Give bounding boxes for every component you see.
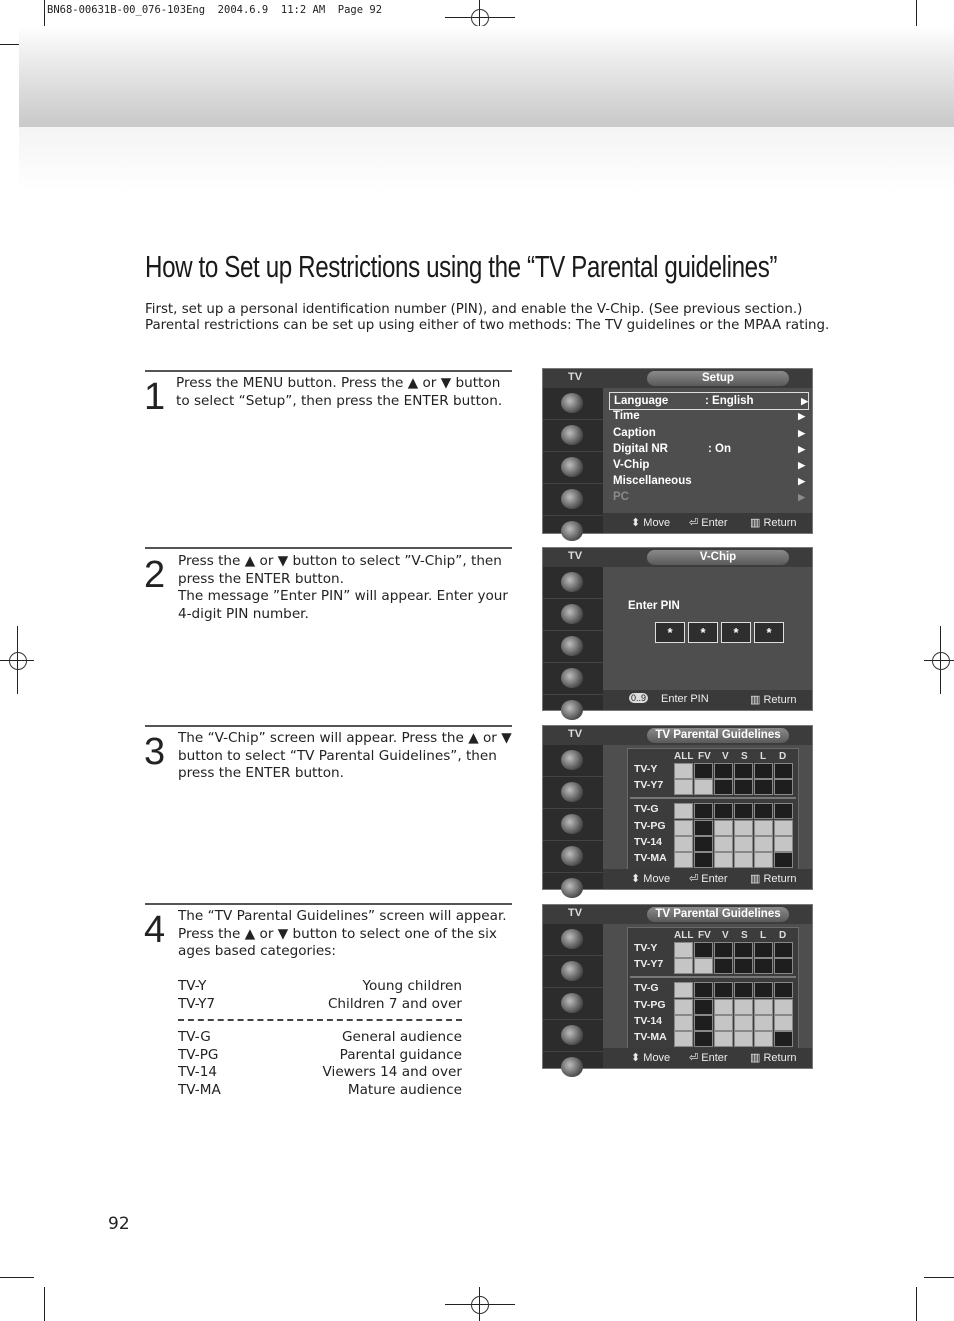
- channel-icon: [543, 841, 603, 873]
- rating-lock-cell[interactable]: [714, 779, 733, 795]
- move-hint: ⬍ Move: [631, 517, 671, 529]
- picture-icon: [543, 420, 603, 452]
- screen-footer: [603, 869, 812, 889]
- screen-topbar: [543, 905, 812, 924]
- rating-lock-cell[interactable]: [734, 836, 753, 852]
- antenna-icon: [543, 924, 603, 956]
- column-header-all: ALL: [674, 930, 694, 941]
- crop-mark: [916, 1287, 917, 1321]
- antenna-icon: [543, 745, 603, 777]
- rating-lock-cell[interactable]: [714, 763, 733, 779]
- registration-mark: [471, 9, 489, 27]
- rating-label-tv-g[interactable]: TV-G: [634, 803, 659, 815]
- rating-label-tv-ma[interactable]: TV-MA: [634, 1031, 667, 1043]
- rating-lock-cell[interactable]: [774, 836, 793, 852]
- rating-lock-cell[interactable]: [694, 1031, 713, 1047]
- rating-lock-cell[interactable]: [674, 1015, 693, 1031]
- age-desc: Young children: [362, 978, 462, 994]
- rating-label-tv-pg[interactable]: TV-PG: [634, 999, 666, 1011]
- rating-lock-cell[interactable]: [714, 803, 733, 819]
- rating-lock-cell[interactable]: [774, 803, 793, 819]
- tv-label: TV: [568, 728, 583, 740]
- menu-item-language[interactable]: Language : English ▶: [609, 392, 809, 410]
- screen-title: TV Parental Guidelines: [647, 907, 789, 922]
- guidelines-panel: [603, 745, 812, 869]
- number-keys-icon: 0..9: [631, 693, 647, 703]
- return-hint: ▥ Return: [750, 517, 797, 529]
- enter-pin-label: Enter PIN: [628, 600, 680, 612]
- enter-hint: ⏎ Enter: [689, 1052, 728, 1064]
- pin-panel: [603, 567, 812, 690]
- crop-mark: [924, 1277, 954, 1278]
- age-desc: Mature audience: [347, 1081, 462, 1098]
- picture-icon: [543, 599, 603, 631]
- menu-icon-column: [543, 567, 603, 710]
- rating-lock-cell[interactable]: [714, 852, 733, 868]
- page-title: How to Set up Restrictions using the “TV Parental guidelines”: [145, 249, 778, 284]
- screen-footer: [603, 690, 812, 710]
- arrow-right-icon: ▶: [798, 444, 805, 454]
- rating-lock-cell[interactable]: [694, 982, 713, 998]
- rating-lock-cell[interactable]: [674, 942, 693, 958]
- rating-label-tv-ma[interactable]: TV-MA: [634, 852, 667, 864]
- setup-icon: [543, 1052, 603, 1083]
- step-4-text: The “TV Parental Guidelines” screen will appear. Press the ▲ or ▼ button to select one of the six ages based categories:: [178, 908, 507, 959]
- rating-lock-cell[interactable]: [734, 999, 753, 1015]
- rating-lock-cell[interactable]: [694, 852, 713, 868]
- group-separator: [630, 797, 796, 799]
- rating-lock-cell[interactable]: [734, 982, 753, 998]
- age-code: TV-Y7: [178, 995, 216, 1012]
- rating-label-tv-y7[interactable]: TV-Y7: [634, 958, 664, 970]
- screen-footer: [603, 1048, 812, 1068]
- rating-lock-cell[interactable]: [734, 820, 753, 836]
- arrow-right-icon: ▶: [798, 411, 805, 421]
- rating-lock-cell[interactable]: [734, 852, 753, 868]
- step-number: 2: [144, 554, 166, 596]
- rating-lock-cell[interactable]: [714, 958, 733, 974]
- age-desc: Viewers 14 and over: [322, 1064, 462, 1080]
- menu-item-digital-nr[interactable]: Digital NR : On ▶: [613, 443, 805, 455]
- setup-icon: [543, 695, 603, 726]
- rating-lock-cell[interactable]: [734, 803, 753, 819]
- column-header-fv: FV: [698, 751, 711, 762]
- rating-lock-cell[interactable]: [734, 779, 753, 795]
- arrow-right-icon: ▶: [798, 476, 805, 486]
- column-header-l: L: [760, 751, 767, 762]
- rating-lock-cell[interactable]: [774, 820, 793, 836]
- column-header-fv: FV: [698, 930, 711, 941]
- age-code: TV-Y: [178, 978, 207, 994]
- setup-icon: [543, 516, 603, 547]
- pin-digit-3[interactable]: *: [721, 622, 751, 643]
- dashed-divider: [178, 1019, 462, 1021]
- rating-lock-cell[interactable]: [714, 1015, 733, 1031]
- tv-screen-guidelines-1: [542, 725, 813, 890]
- registration-mark: [9, 652, 27, 670]
- menu-item-pc: PC ▶: [613, 491, 805, 503]
- rating-lock-cell[interactable]: [674, 1031, 693, 1047]
- step-2-text: [178, 553, 512, 623]
- menu-icon-column: [543, 924, 603, 1068]
- header-fade: [19, 127, 954, 192]
- rating-lock-cell[interactable]: [674, 836, 693, 852]
- menu-item-miscellaneous[interactable]: Miscellaneous ▶: [613, 475, 805, 487]
- antenna-icon: [543, 567, 603, 599]
- rating-lock-cell[interactable]: [674, 958, 693, 974]
- return-hint: ▥ Return: [750, 694, 797, 706]
- rating-label-tv-14[interactable]: TV-14: [634, 1015, 663, 1027]
- rating-lock-cell[interactable]: [694, 779, 713, 795]
- age-code: TV-G: [178, 1029, 211, 1045]
- age-code: TV-14: [178, 1064, 218, 1080]
- rating-lock-cell[interactable]: [754, 852, 773, 868]
- rating-label-tv-y[interactable]: TV-Y: [634, 942, 658, 954]
- screen-topbar: [543, 369, 812, 388]
- age-row: [178, 1082, 462, 1100]
- age-row: [178, 996, 462, 1014]
- rating-lock-cell[interactable]: [754, 836, 773, 852]
- rating-lock-cell[interactable]: [774, 852, 793, 868]
- intro-line-1: First, set up a personal identification number (PIN), and enable the V-Chip. (See previous section.): [145, 302, 803, 317]
- rating-lock-cell[interactable]: [714, 999, 733, 1015]
- rating-lock-cell[interactable]: [694, 763, 713, 779]
- rating-lock-cell[interactable]: [674, 852, 693, 868]
- arrow-right-icon: ▶: [798, 460, 805, 470]
- menu-item-time[interactable]: Time ▶: [613, 410, 805, 422]
- guidelines-grid: [627, 748, 799, 880]
- column-header-s: S: [741, 751, 748, 762]
- rating-lock-cell[interactable]: [774, 763, 793, 779]
- column-header-l: L: [760, 930, 767, 941]
- rating-lock-cell[interactable]: [734, 958, 753, 974]
- rating-lock-cell[interactable]: [774, 958, 793, 974]
- rating-label-tv-g[interactable]: TV-G: [634, 982, 659, 994]
- screen-topbar: [543, 548, 812, 567]
- guidelines-grid: [627, 927, 799, 1059]
- rating-lock-cell[interactable]: [714, 1031, 733, 1047]
- screen-title: V-Chip: [647, 550, 789, 565]
- speaker-icon: [543, 631, 603, 663]
- pin-digit-2[interactable]: *: [688, 622, 718, 643]
- rating-lock-cell[interactable]: [754, 820, 773, 836]
- return-hint: ▥ Return: [750, 1052, 797, 1064]
- step-divider: [145, 370, 512, 372]
- age-row: [178, 1029, 462, 1047]
- registration-mark: [471, 1296, 489, 1314]
- rating-lock-cell[interactable]: [674, 820, 693, 836]
- column-header-d: D: [779, 751, 787, 762]
- arrow-right-icon: ▶: [801, 396, 808, 406]
- step-2-line-2: The message ”Enter PIN” will appear. Enter your 4-digit PIN number.: [178, 588, 509, 622]
- crop-mark: [0, 1277, 34, 1278]
- column-header-v: V: [722, 930, 729, 941]
- rating-lock-cell[interactable]: [694, 1015, 713, 1031]
- registration-mark: [932, 652, 950, 670]
- rating-lock-cell[interactable]: [694, 999, 713, 1015]
- group-separator: [630, 976, 796, 978]
- setup-icon: [543, 873, 603, 904]
- menu-item-vchip[interactable]: V-Chip ▶: [613, 459, 805, 471]
- step-divider: [145, 725, 512, 727]
- rating-lock-cell[interactable]: [754, 803, 773, 819]
- rating-lock-cell[interactable]: [734, 1031, 753, 1047]
- age-code: TV-PG: [178, 1046, 219, 1063]
- enter-pin-hint: Enter PIN: [661, 693, 709, 705]
- rating-lock-cell[interactable]: [714, 942, 733, 958]
- guidelines-panel: [603, 924, 812, 1048]
- pin-digit-4[interactable]: *: [754, 622, 784, 643]
- move-hint: ⬍ Move: [631, 1052, 671, 1064]
- rating-lock-cell[interactable]: [754, 779, 773, 795]
- step-number: 1: [144, 376, 166, 418]
- age-desc: General audience: [341, 1029, 462, 1045]
- rating-lock-cell[interactable]: [694, 836, 713, 852]
- rating-lock-cell[interactable]: [754, 1015, 773, 1031]
- screen-title: TV Parental Guidelines: [647, 728, 789, 743]
- step-divider: [145, 547, 512, 549]
- intro-line-2: Parental restrictions can be set up using either of two methods: The TV guidelines or the MPAA rating.: [145, 318, 830, 333]
- rating-label-tv-14[interactable]: TV-14: [634, 836, 663, 848]
- tv-screen-guidelines-2: [542, 904, 813, 1069]
- rating-lock-cell[interactable]: [714, 836, 733, 852]
- menu-icon-column: [543, 388, 603, 533]
- rating-lock-cell[interactable]: [754, 942, 773, 958]
- rating-lock-cell[interactable]: [774, 1031, 793, 1047]
- rating-lock-cell[interactable]: [774, 1015, 793, 1031]
- rating-lock-cell[interactable]: [754, 958, 773, 974]
- rating-lock-cell[interactable]: [674, 803, 693, 819]
- rating-lock-cell[interactable]: [694, 958, 713, 974]
- rating-lock-cell[interactable]: [674, 999, 693, 1015]
- age-row: [178, 978, 462, 996]
- step-number: 4: [144, 909, 166, 951]
- print-slug: BN68-00631B-00_076-103Eng 2004.6.9 11:2 AM Page 92: [47, 4, 383, 16]
- rating-lock-cell[interactable]: [754, 1031, 773, 1047]
- step-divider: [145, 903, 512, 905]
- picture-icon: [543, 956, 603, 988]
- crop-mark: [44, 1287, 45, 1321]
- column-header-s: S: [741, 930, 748, 941]
- header-band: [19, 26, 954, 127]
- rating-lock-cell[interactable]: [714, 820, 733, 836]
- rating-label-tv-y[interactable]: TV-Y: [634, 763, 658, 775]
- tv-label: TV: [568, 550, 583, 562]
- tv-screen-setup: [542, 368, 813, 534]
- intro-text: [145, 302, 829, 334]
- speaker-icon: [543, 809, 603, 841]
- rating-lock-cell[interactable]: [774, 779, 793, 795]
- move-hint: ⬍ Move: [631, 873, 671, 885]
- speaker-icon: [543, 452, 603, 484]
- arrow-right-icon: ▶: [798, 492, 805, 502]
- screen-topbar: [543, 726, 812, 745]
- rating-lock-cell[interactable]: [774, 999, 793, 1015]
- screen-title: Setup: [647, 371, 789, 386]
- rating-lock-cell[interactable]: [694, 942, 713, 958]
- age-category-list: [178, 978, 462, 1099]
- channel-icon: [543, 663, 603, 695]
- menu-panel: [603, 388, 812, 513]
- return-hint: ▥ Return: [750, 873, 797, 885]
- enter-hint: ⏎ Enter: [689, 517, 728, 529]
- rating-lock-cell[interactable]: [734, 763, 753, 779]
- step-2-line-1: Press the ▲ or ▼ button to select ”V-Chip”, then press the ENTER button.: [178, 553, 502, 587]
- page-number: 92: [108, 1214, 130, 1234]
- picture-icon: [543, 777, 603, 809]
- enter-hint: ⏎ Enter: [689, 873, 728, 885]
- column-header-v: V: [722, 751, 729, 762]
- rating-lock-cell[interactable]: [674, 763, 693, 779]
- speaker-icon: [543, 988, 603, 1020]
- step-3-text: The “V-Chip” screen will appear. Press the ▲ or ▼ button to select “TV Parental Guidelines”, then press the ENTER button.: [178, 730, 512, 781]
- age-row: [178, 1047, 462, 1065]
- rating-lock-cell[interactable]: [774, 982, 793, 998]
- screen-footer: [603, 513, 812, 533]
- rating-lock-cell[interactable]: [774, 942, 793, 958]
- column-header-d: D: [779, 930, 787, 941]
- tv-screen-vchip: [542, 547, 813, 711]
- tv-label: TV: [568, 907, 583, 919]
- rating-lock-cell[interactable]: [734, 1015, 753, 1031]
- rating-label-tv-y7[interactable]: TV-Y7: [634, 779, 664, 791]
- channel-icon: [543, 1020, 603, 1052]
- rating-lock-cell[interactable]: [734, 942, 753, 958]
- tv-label: TV: [568, 371, 583, 383]
- rating-lock-cell[interactable]: [694, 820, 713, 836]
- menu-item-caption[interactable]: Caption ▶: [613, 427, 805, 439]
- rating-label-tv-pg[interactable]: TV-PG: [634, 820, 666, 832]
- age-desc: Parental guidance: [339, 1046, 462, 1063]
- rating-lock-cell[interactable]: [694, 803, 713, 819]
- menu-icon-column: [543, 745, 603, 889]
- column-header-all: ALL: [674, 751, 694, 762]
- rating-lock-cell[interactable]: [674, 779, 693, 795]
- rating-lock-cell[interactable]: [754, 763, 773, 779]
- channel-icon: [543, 484, 603, 516]
- rating-lock-cell[interactable]: [674, 982, 693, 998]
- age-row: [178, 1064, 462, 1082]
- age-code: TV-MA: [178, 1081, 221, 1098]
- step-number: 3: [144, 731, 166, 773]
- step-1-text: Press the MENU button. Press the ▲ or ▼ button to select “Setup”, then press the ENTER button.: [176, 375, 503, 409]
- antenna-icon: [543, 388, 603, 420]
- rating-lock-cell[interactable]: [754, 999, 773, 1015]
- pin-digit-1[interactable]: *: [655, 622, 685, 643]
- arrow-right-icon: ▶: [798, 428, 805, 438]
- rating-lock-cell[interactable]: [714, 982, 733, 998]
- age-desc: Children 7 and over: [327, 995, 462, 1012]
- rating-lock-cell[interactable]: [754, 982, 773, 998]
